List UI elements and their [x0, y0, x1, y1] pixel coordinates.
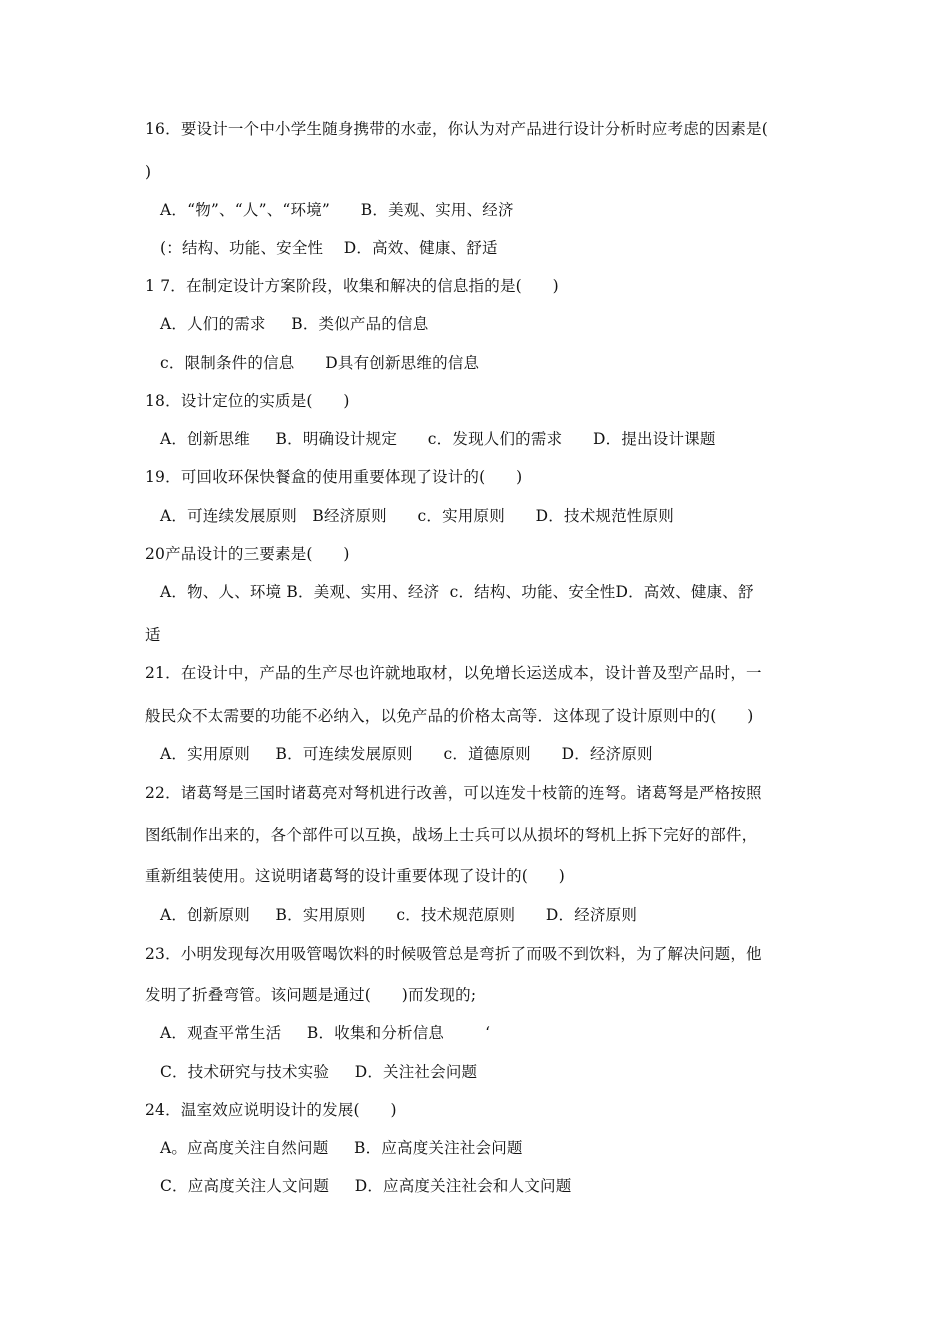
question-16-text: 16．要设计一个中小学生随身携带的水壶，你认为对产品进行设计分析时应考虑的因素是( — [145, 120, 768, 138]
question-21-options: A．实用原则 B．可连续发展原则 c．道德原则 D．经济原则 — [160, 745, 653, 763]
question-24-options-ab: A。应高度关注自然问题 B．应高度关注社会问题 — [160, 1139, 523, 1157]
question-22-options: A．创新原则 B．实用原则 c．技术规范原则 D．经济原则 — [160, 906, 638, 924]
question-17-text: 1 7．在制定设计方案阶段，收集和解决的信息指的是( ) — [145, 277, 559, 295]
question-23-options-cd: C．技术研究与技术实验 D．关注社会问题 — [160, 1063, 478, 1081]
question-20-text: 20产品设计的三要素是( ) — [145, 545, 350, 563]
question-20-options: A．物、人、环境 B．美观、实用、经济 c．结构、功能、安全性D．高效、健康、舒 — [160, 583, 754, 601]
question-23-text: 23．小明发现每次用吸管喝饮料的时候吸管总是弯折了而吸不到饮料，为了解决问题，他 — [145, 945, 762, 963]
question-19-options: A．可连续发展原则 B经济原则 c．实用原则 D．技术规范性原则 — [160, 507, 674, 525]
question-17-options-ab: A．人们的需求 B．类似产品的信息 — [160, 315, 429, 333]
question-19-text: 19．可回收环保快餐盒的使用重要体现了设计的( ) — [145, 468, 523, 486]
question-18-options: A．创新思维 B．明确设计规定 c．发现人们的需求 D．提出设计课题 — [160, 430, 716, 448]
question-18-text: 18．设计定位的实质是( ) — [145, 392, 350, 410]
question-21-text-cont: 般民众不太需要的功能不必纳入，以免产品的价格太高等．这体现了设计原则中的( ) — [145, 707, 754, 725]
question-22-text: 22．诸葛弩是三国时诸葛亮对弩机进行改善，可以连发十枝箭的连弩。诸葛弩是严格按照 — [145, 784, 762, 802]
question-22-text-cont-1: 图纸制作出来的，各个部件可以互换，战场上士兵可以从损坏的弩机上拆下完好的部件， — [145, 826, 758, 844]
question-24-options-cd: C．应高度关注人文问题 D．应高度关注社会和人文问题 — [160, 1177, 572, 1195]
question-16-options-ab: A．“物”、“人”、“环境” B．美观、实用、经济 — [160, 201, 514, 219]
question-22-text-cont-2: 重新组装使用。这说明诸葛弩的设计重要体现了设计的( ) — [145, 867, 566, 885]
question-24-text: 24．温室效应说明设计的发展( ) — [145, 1101, 397, 1119]
question-20-options-cont: 适 — [145, 626, 161, 644]
question-16-text-cont: ) — [145, 163, 152, 181]
question-16-options-cd: (：结构、功能、安全性 D．高效、健康、舒适 — [160, 239, 498, 257]
question-21-text: 21．在设计中，产品的生产尽也许就地取材，以免增长运送成本，设计普及型产品时，一 — [145, 664, 762, 682]
question-17-options-cd: c．限制条件的信息 D具有创新思维的信息 — [160, 354, 480, 372]
question-23-options-ab: A．观查平常生活 B．收集和分析信息 ‘ — [160, 1024, 491, 1042]
question-23-text-cont: 发明了折叠弯管。该问题是通过( )而发现的; — [145, 986, 477, 1004]
